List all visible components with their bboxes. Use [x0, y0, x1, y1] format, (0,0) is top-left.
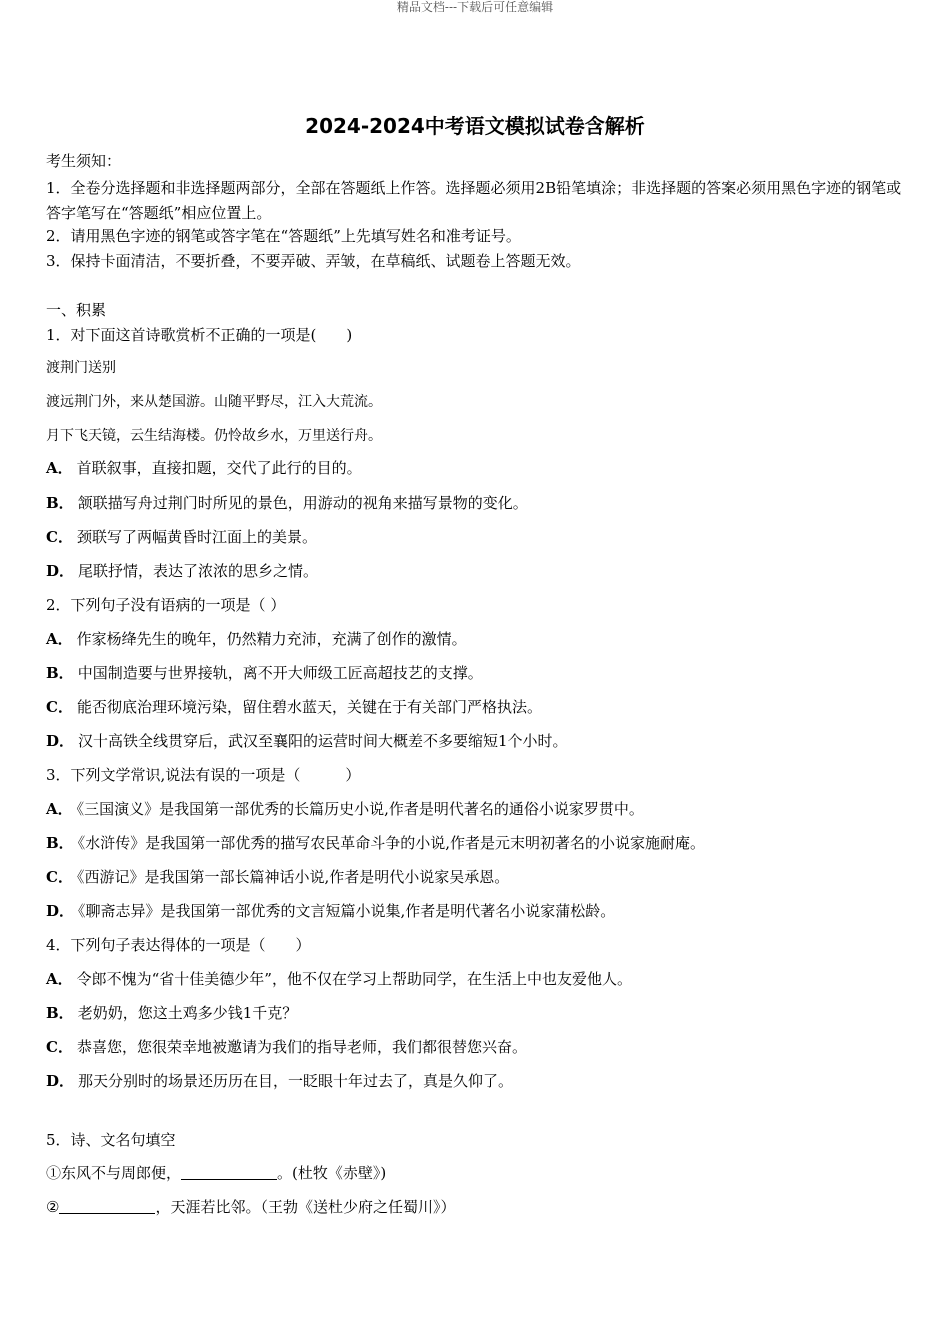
option-text: 能否彻底治理环境污染，留住碧水蓝天，关键在于有关部门严格执法。	[76, 698, 542, 716]
question-5-stem: 5．诗、文名句填空	[46, 1131, 176, 1149]
option-text: 那天分别时的场景还历历在目，一眨眼十年过去了，真是久仰了。	[78, 1072, 514, 1090]
option-text: 恭喜您，您很荣幸地被邀请为我们的指导老师，我们都很替您兴奋。	[76, 1038, 527, 1056]
fill-blank-suffix: 。(杜牧《赤壁》)	[277, 1164, 387, 1182]
notice-item-1: 1．全卷分选择题和非选择题两部分，全部在答题纸上作答。选择题必须用2B铅笔填涂；非选择题的答案必须用黑色字迹的钢笔或答字笔写在“答题纸”相应位置上。	[46, 179, 902, 222]
option-letter: C．	[46, 698, 73, 716]
answer-blank[interactable]	[59, 1199, 155, 1214]
fill-blank-prefix: ②	[46, 1198, 60, 1216]
option-text: 《三国演义》是我国第一部优秀的长篇历史小说,作者是明代著名的通俗小说家罗贯中。	[76, 800, 644, 818]
option-letter: A．	[46, 630, 73, 648]
option-letter: D．	[46, 562, 75, 580]
poem-line-1: 渡远荆门外，来从楚国游。山随平野尽，江入大荒流。	[46, 394, 382, 410]
option-letter: D．	[46, 902, 75, 920]
q1-option-d	[46, 561, 318, 581]
option-text: 《聊斋志异》是我国第一部优秀的文言短篇小说集,作者是明代著名小说家蒲松龄。	[78, 902, 616, 920]
answer-blank[interactable]	[181, 1165, 277, 1180]
q1-option-c	[46, 527, 317, 547]
q4-option-b	[46, 1003, 297, 1023]
section-heading: 一、积累	[46, 301, 107, 319]
option-letter: A．	[46, 459, 73, 477]
q2-option-d	[46, 731, 568, 751]
notice-item-2: 2．请用黑色字迹的钢笔或答字笔在“答题纸”上先填写姓名和准考证号。	[46, 227, 521, 245]
option-letter: A．	[46, 800, 73, 818]
option-letter: C．	[46, 868, 73, 886]
option-letter: B．	[46, 664, 74, 682]
option-text: 汉十高铁全线贯穿后，武汉至襄阳的运营时间大概差不多要缩短1个小时。	[78, 732, 568, 750]
option-text: 尾联抒情，表达了浓浓的思乡之情。	[78, 562, 319, 580]
option-text: 首联叙事，直接扣题，交代了此行的目的。	[76, 459, 362, 477]
fill-blank-prefix: ①东风不与周郎便，	[46, 1164, 182, 1182]
option-letter: C．	[46, 528, 73, 546]
fill-blank-2	[46, 1197, 455, 1217]
option-letter: D．	[46, 1072, 75, 1090]
q3-option-b	[46, 833, 705, 853]
q2-option-c	[46, 697, 542, 717]
q3-option-c	[46, 867, 509, 887]
fill-blank-suffix: ，天涯若比邻。（王勃《送杜少府之任蜀川》）	[155, 1198, 456, 1216]
option-text: 《水浒传》是我国第一部优秀的描写农民革命斗争的小说,作者是元末明初著名的小说家施耐庵。	[77, 834, 705, 852]
option-text: 令郎不愧为“省十佳美德少年”，他不仅在学习上帮助同学，在生活上中也友爱他人。	[76, 970, 632, 988]
option-text: 《西游记》是我国第一部长篇神话小说,作者是明代小说家吴承恩。	[76, 868, 510, 886]
q3-option-a	[46, 799, 644, 819]
option-letter: B．	[46, 1004, 74, 1022]
q2-option-b	[46, 663, 483, 683]
q2-option-a	[46, 629, 467, 649]
question-2-stem: 2．下列句子没有语病的一项是（ ）	[46, 596, 286, 614]
notice-item-3: 3．保持卡面清洁，不要折叠，不要弄破、弄皱，在草稿纸、试题卷上答题无效。	[46, 252, 581, 270]
option-text: 中国制造要与世界接轨，离不开大师级工匠高超技艺的支撑。	[77, 664, 483, 682]
question-4-stem: 4．下列句子表达得体的一项是（ ）	[46, 936, 311, 954]
option-text: 作家杨绛先生的晚年，仍然精力充沛，充满了创作的激情。	[76, 630, 467, 648]
question-1-stem: 1．对下面这首诗歌赏析不正确的一项是( )	[46, 326, 353, 344]
q1-option-a	[46, 458, 362, 478]
q4-option-c	[46, 1037, 527, 1057]
option-letter: A．	[46, 970, 73, 988]
q1-option-b	[46, 493, 528, 513]
option-letter: B．	[46, 494, 74, 512]
fill-blank-1	[46, 1163, 386, 1183]
option-letter: D．	[46, 732, 75, 750]
q3-option-d	[46, 901, 615, 921]
page-header-note: 精品文档---下载后可任意编辑	[396, 0, 554, 14]
poem-title: 渡荆门送别	[46, 360, 116, 376]
notice-heading: 考生须知：	[46, 152, 122, 170]
poem-line-2: 月下飞天镜，云生结海楼。仍怜故乡水，万里送行舟。	[46, 428, 382, 444]
option-letter: C．	[46, 1038, 73, 1056]
page-title: 2024-2024中考语文模拟试卷含解析	[305, 114, 645, 138]
option-text: 老奶奶，您这土鸡多少钱1千克？	[77, 1004, 298, 1022]
option-text: 颔联描写舟过荆门时所见的景色，用游动的视角来描写景物的变化。	[77, 494, 528, 512]
question-3-stem: 3．下列文学常识,说法有误的一项是（ ）	[46, 766, 361, 784]
q4-option-d	[46, 1071, 513, 1091]
q4-option-a	[46, 969, 632, 989]
option-text: 颈联写了两幅黄昏时江面上的美景。	[76, 528, 317, 546]
option-letter: B．	[46, 834, 74, 852]
